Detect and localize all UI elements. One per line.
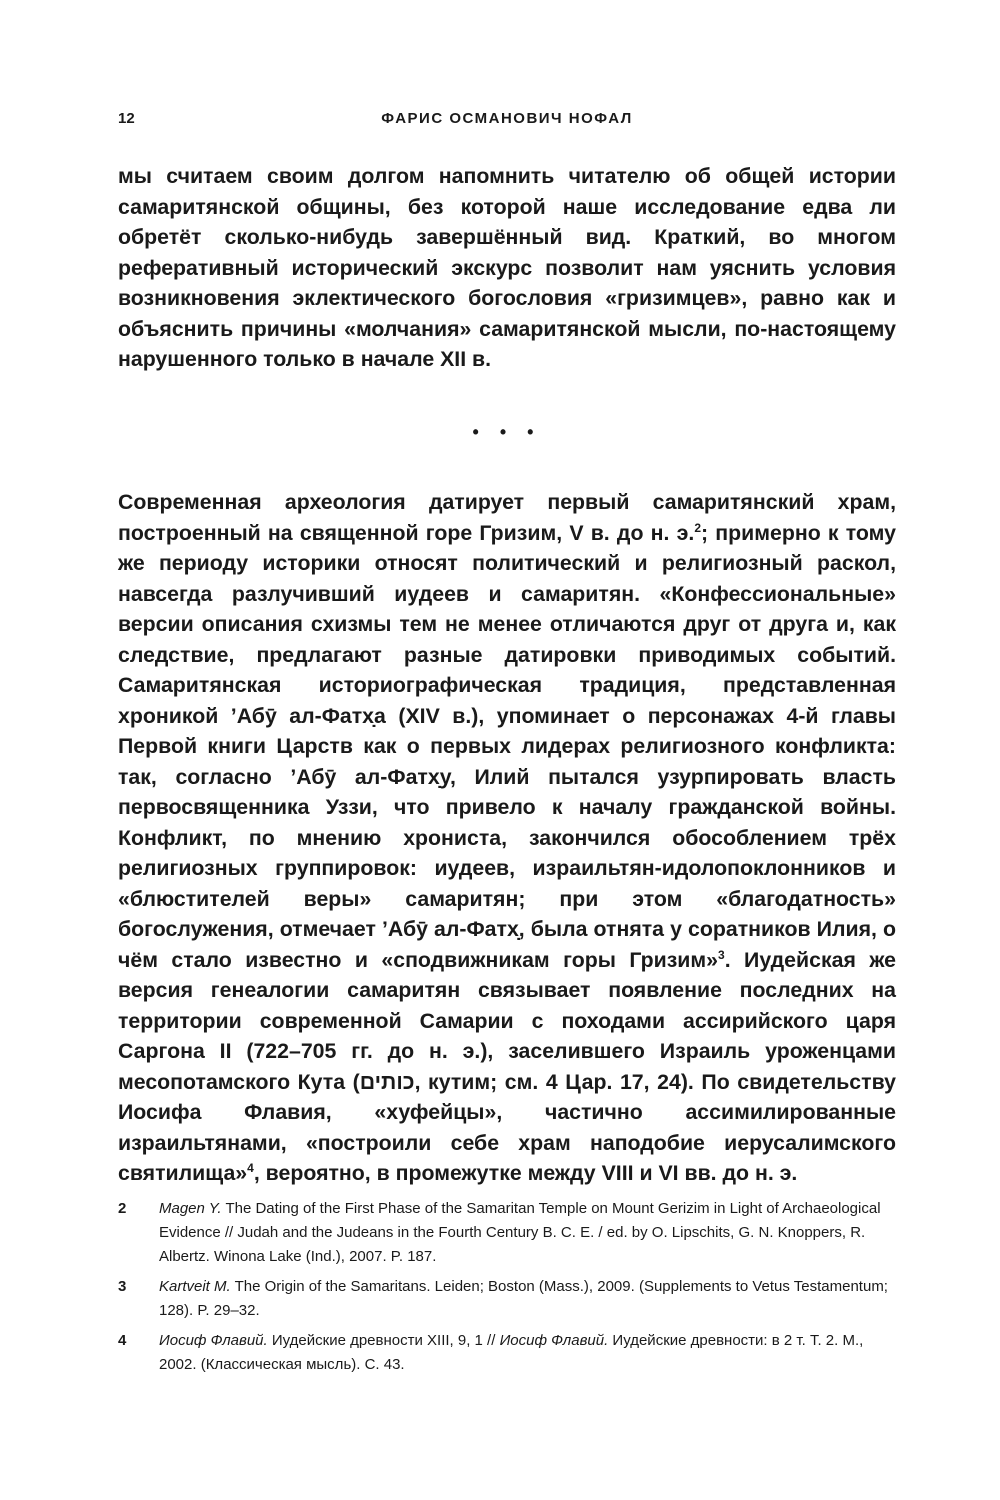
footnote-citation-second: Иудейские древности: в 2 т. Т. 2. М., 2002. (Классическая мысль). С. 43.	[159, 1332, 864, 1373]
running-head: ФАРИС ОСМАНОВИЧ НОФАЛ	[381, 110, 633, 127]
paragraph-continued: мы считаем своим долгом напомнить читателю об общей истории самаритянской общины, без которой наше исследование едва ли обретёт сколько-нибудь завершённый вид. Краткий, во многом реферативный исторический экскурс позволит нам уяснить условия возникновения эклектического богословия «гризимцев», равно как и объяснить причины «молчания» самаритянской мысли, по-настоящему нарушенного только в начале XII в.	[118, 164, 896, 371]
footnotes	[118, 1197, 896, 1383]
page-header	[118, 110, 896, 134]
footnote-text	[159, 1197, 896, 1269]
footnote-author: Иосиф Флавий.	[159, 1332, 268, 1349]
section-separator: • • •	[472, 422, 542, 442]
footnote-text	[159, 1275, 896, 1323]
paragraph-main-part-3: . Иудейская же версия генеалогии самаритян связывает появление последних на территории современной Самарии с походами ассирийского царя Саргона II (722–705 гг. до н. э.), заселившего Израиль уроженцами месопотамского Кута (כותים, кутим; см. 4 Цар. 17, 24). По свидетельству Иосифа Флавия, «хуфейцы», частично ассимилированные израильтянами, «построили себе храм наподобие иерусалимского святилища»	[118, 947, 896, 1185]
footnote-number: 3	[118, 1278, 127, 1295]
page-number: 12	[118, 110, 135, 127]
footnote-citation: The Origin of the Samaritans. Leiden; Boston (Mass.), 2009. (Supplements to Vetus Testamentum; 128). P. 29–32.	[159, 1278, 888, 1319]
footnote-author: Magen Y.	[159, 1200, 222, 1217]
paragraph-main-part-1: Современная археология датирует первый самаритянский храм, построенный на священной горе Гризим, V в. до н. э.	[118, 490, 896, 545]
paragraph-main-part-4: , вероятно, в промежутке между VIII и VI вв. до н. э.	[253, 1161, 798, 1185]
book-page	[118, 0, 896, 1500]
footnote-2	[118, 1197, 896, 1269]
footnote-ref-4[interactable]: 4	[247, 1160, 254, 1175]
footnote-number: 2	[118, 1200, 127, 1217]
footnote-author-second: Иосиф Флавий.	[499, 1332, 609, 1349]
footnote-author: Kartveit M.	[159, 1278, 231, 1295]
footnote-4	[118, 1329, 896, 1377]
paragraph-main	[118, 487, 896, 1189]
paragraph-main-part-2: ; примерно к тому же периоду историки относят политический и религиозный раскол, навсегда разлучивший иудеев и самаритян. «Конфессиональные» версии описания схизмы тем не менее отличаются друг от друга и, как следствие, предлагают разные датировки приводимых событий. Самаритянская историографическая традиция, представленная хроникой ’Абӯ ал-Фатх̣а (XIV в.), упоминает о персонажах 4-й главы Первой книги Царств как о первых лидерах религиозного конфликта: так, согласно ’Абӯ ал-Фатх̣у, Илий пытался узурпировать власть первосвященника Уззи, что привело к началу гражданской войны. Конфликт, по мнению хрониста, закончился обособлением трёх религиозных группировок: иудеев, израильтян-идолопоклонников и «блюстителей веры» самаритян; при этом «благодатность» богослужения, отмечает ’Абӯ ал-Фатх̣, была отнята у соратников Илия, о чём стало известно и «сподвижникам горы Гризим»	[118, 520, 896, 972]
footnote-number: 4	[118, 1332, 127, 1349]
footnote-ref-2[interactable]: 2	[694, 520, 701, 535]
footnote-citation: Иудейские древности XIII, 9, 1 //	[267, 1332, 500, 1349]
footnote-3	[118, 1275, 896, 1323]
footnote-text	[159, 1329, 896, 1377]
footnote-citation: The Dating of the First Phase of the Samaritan Temple on Mount Gerizim in Light of Archaeological Evidence // Judah and the Judeans in the Fourth Century B. C. E. / ed. by O. Lipschits, G. N. Knoppers, R. Albertz. Winona Lake (Ind.), 2007. P. 187.	[159, 1200, 881, 1265]
footnote-ref-3[interactable]: 3	[718, 947, 725, 962]
